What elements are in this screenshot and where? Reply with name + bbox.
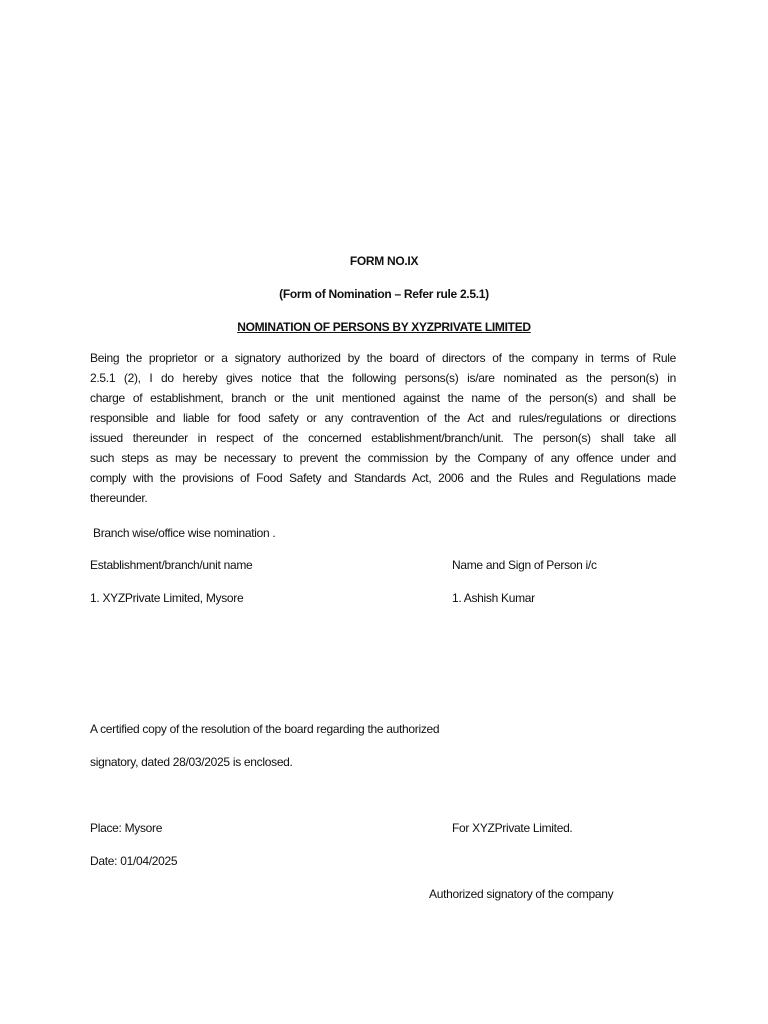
form-heading: NOMINATION OF PERSONS BY XYZPRIVATE LIMITED <box>237 320 531 334</box>
resolution-line-1: A certified copy of the resolution of the board regarding the authorized <box>90 722 440 736</box>
paragraph-line: 2.5.1 (2), I do hereby gives notice that the following persons(s) is/are nominated as the person(s) in <box>90 371 676 385</box>
signatory-label: Authorized signatory of the company <box>429 887 614 901</box>
establishment-column-header: Establishment/branch/unit name <box>90 558 253 572</box>
nomination-label: Branch wise/office wise nomination . <box>93 526 276 540</box>
paragraph-line: charge of establishment, branch or the unit mentioned against the name of the person(s) and shall be <box>90 391 676 405</box>
paragraph-line: such steps as may be necessary to prevent the commission by the Company of any offence under and <box>90 451 676 465</box>
paragraph-line: responsible and liable for food safety or any contravention of the Act and rules/regulations or directions <box>90 411 676 425</box>
paragraph-line: issued thereunder in respect of the concerned establishment/branch/unit. The person(s) shall take all <box>90 431 676 445</box>
person-column-header: Name and Sign of Person i/c <box>452 558 597 572</box>
date-field: Date: 01/04/2025 <box>90 854 178 868</box>
resolution-line-2: signatory, dated 28/03/2025 is enclosed. <box>90 755 293 769</box>
form-subtitle: (Form of Nomination – Refer rule 2.5.1) <box>279 287 489 301</box>
paragraph-line: comply with the provisions of Food Safety and Standards Act, 2006 and the Rules and Regulations made <box>90 471 676 485</box>
paragraph-line: Being the proprietor or a signatory authorized by the board of directors of the company in terms of Rule <box>90 351 676 365</box>
place-field: Place: Mysore <box>90 821 163 835</box>
form-heading-wrapper <box>0 319 768 335</box>
paragraph-line: thereunder. <box>90 491 148 505</box>
for-company-label: For XYZPrivate Limited. <box>452 821 573 835</box>
nomination-row-establishment: 1. XYZPrivate Limited, Mysore <box>90 591 244 605</box>
declaration-paragraph <box>90 348 676 508</box>
form-title: FORM NO.IX <box>349 254 419 268</box>
nomination-row-person: 1. Ashish Kumar <box>452 591 535 605</box>
